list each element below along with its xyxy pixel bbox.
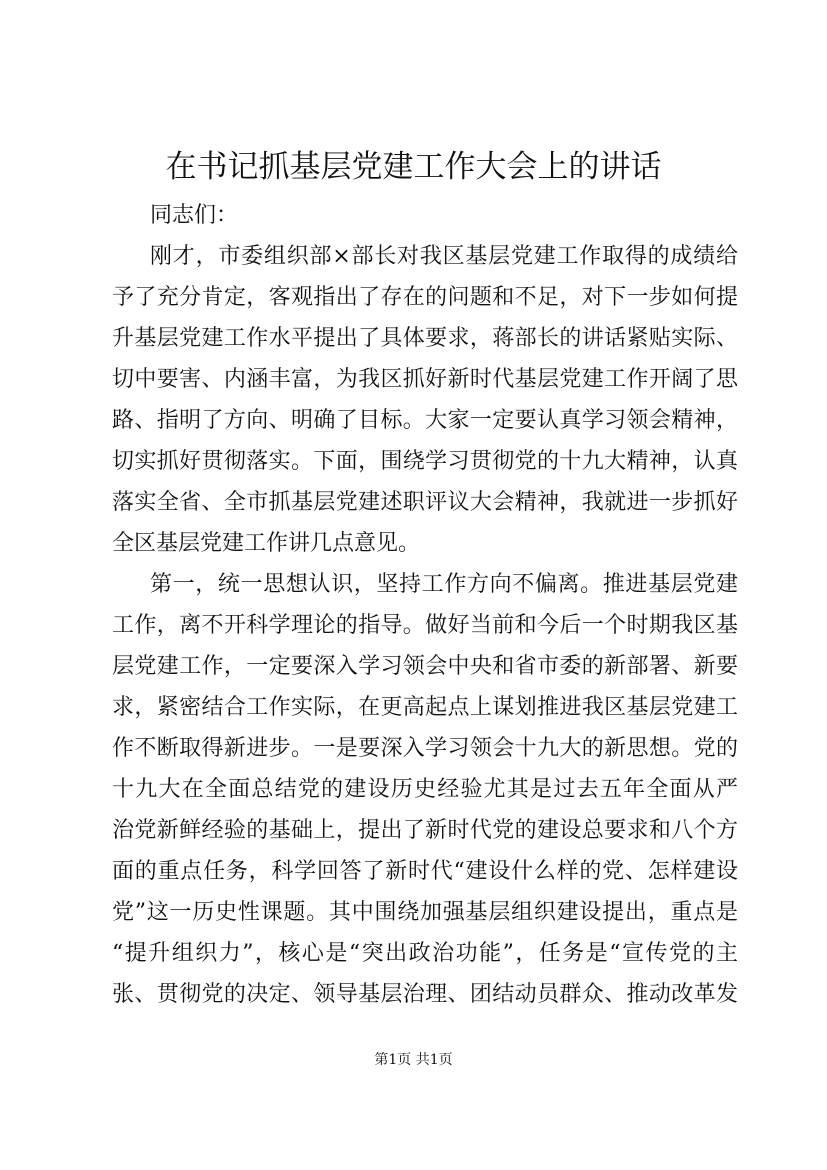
- document-title: 在书记抓基层党建工作大会上的讲话: [165, 149, 662, 185]
- paragraph-line: 作不断取得新进步。一是要深入学习领会十九大的新思想。党的: [112, 736, 738, 761]
- paragraph-line: 切实抓好贯彻落实。下面，围绕学习贯彻党的十九大精神，认真: [112, 449, 738, 474]
- paragraph-line: 面的重点任务，科学回答了新时代“建设什么样的党、怎样建设: [112, 859, 738, 884]
- paragraph-line: 治党新鲜经验的基础上，提出了新时代党的建设总要求和八个方: [112, 818, 738, 843]
- paragraph-line: 求，紧密结合工作实际，在更高起点上谋划推进我区基层党建工: [112, 695, 738, 720]
- paragraph-line: 升基层党建工作水平提出了具体要求，蒋部长的讲话紧贴实际、: [112, 326, 738, 351]
- paragraph-line: 张、贯彻党的决定、领导基层治理、团结动员群众、推动改革发: [112, 982, 738, 1007]
- document-body: [112, 195, 738, 1015]
- paragraph-line: 刚才，市委组织部×部长对我区基层党建工作取得的成绩给: [150, 244, 738, 269]
- paragraph-line: 十九大在全面总结党的建设历史经验尤其是过去五年全面从严: [112, 777, 738, 802]
- paragraph-line: “提升组织力”，核心是“突出政治功能”，任务是“宣传党的主: [112, 941, 738, 966]
- paragraph-line: 工作，离不开科学理论的指导。做好当前和今后一个时期我区基: [112, 613, 738, 638]
- paragraph-line: 切中要害、内涵丰富，为我区抓好新时代基层党建工作开阔了思: [112, 367, 738, 392]
- page-footer: 第1页 共1页: [374, 1052, 453, 1068]
- paragraph-line: 全区基层党建工作讲几点意见。: [112, 531, 421, 556]
- paragraph-line: 党”这一历史性课题。其中围绕加强基层组织建设提出，重点是: [112, 900, 738, 925]
- paragraph-line: 第一，统一思想认识，坚持工作方向不偏离。推进基层党建: [150, 572, 738, 597]
- paragraph-line: 路、指明了方向、明确了目标。大家一定要认真学习领会精神，: [112, 408, 738, 433]
- paragraph-line: 落实全省、全市抓基层党建述职评议大会精神，我就进一步抓好: [112, 490, 738, 515]
- greeting-line: 同志们：: [150, 203, 239, 228]
- paragraph-line: 予了充分肯定，客观指出了存在的问题和不足，对下一步如何提: [112, 285, 738, 310]
- paragraph-line: 层党建工作，一定要深入学习领会中央和省市委的新部署、新要: [112, 654, 738, 679]
